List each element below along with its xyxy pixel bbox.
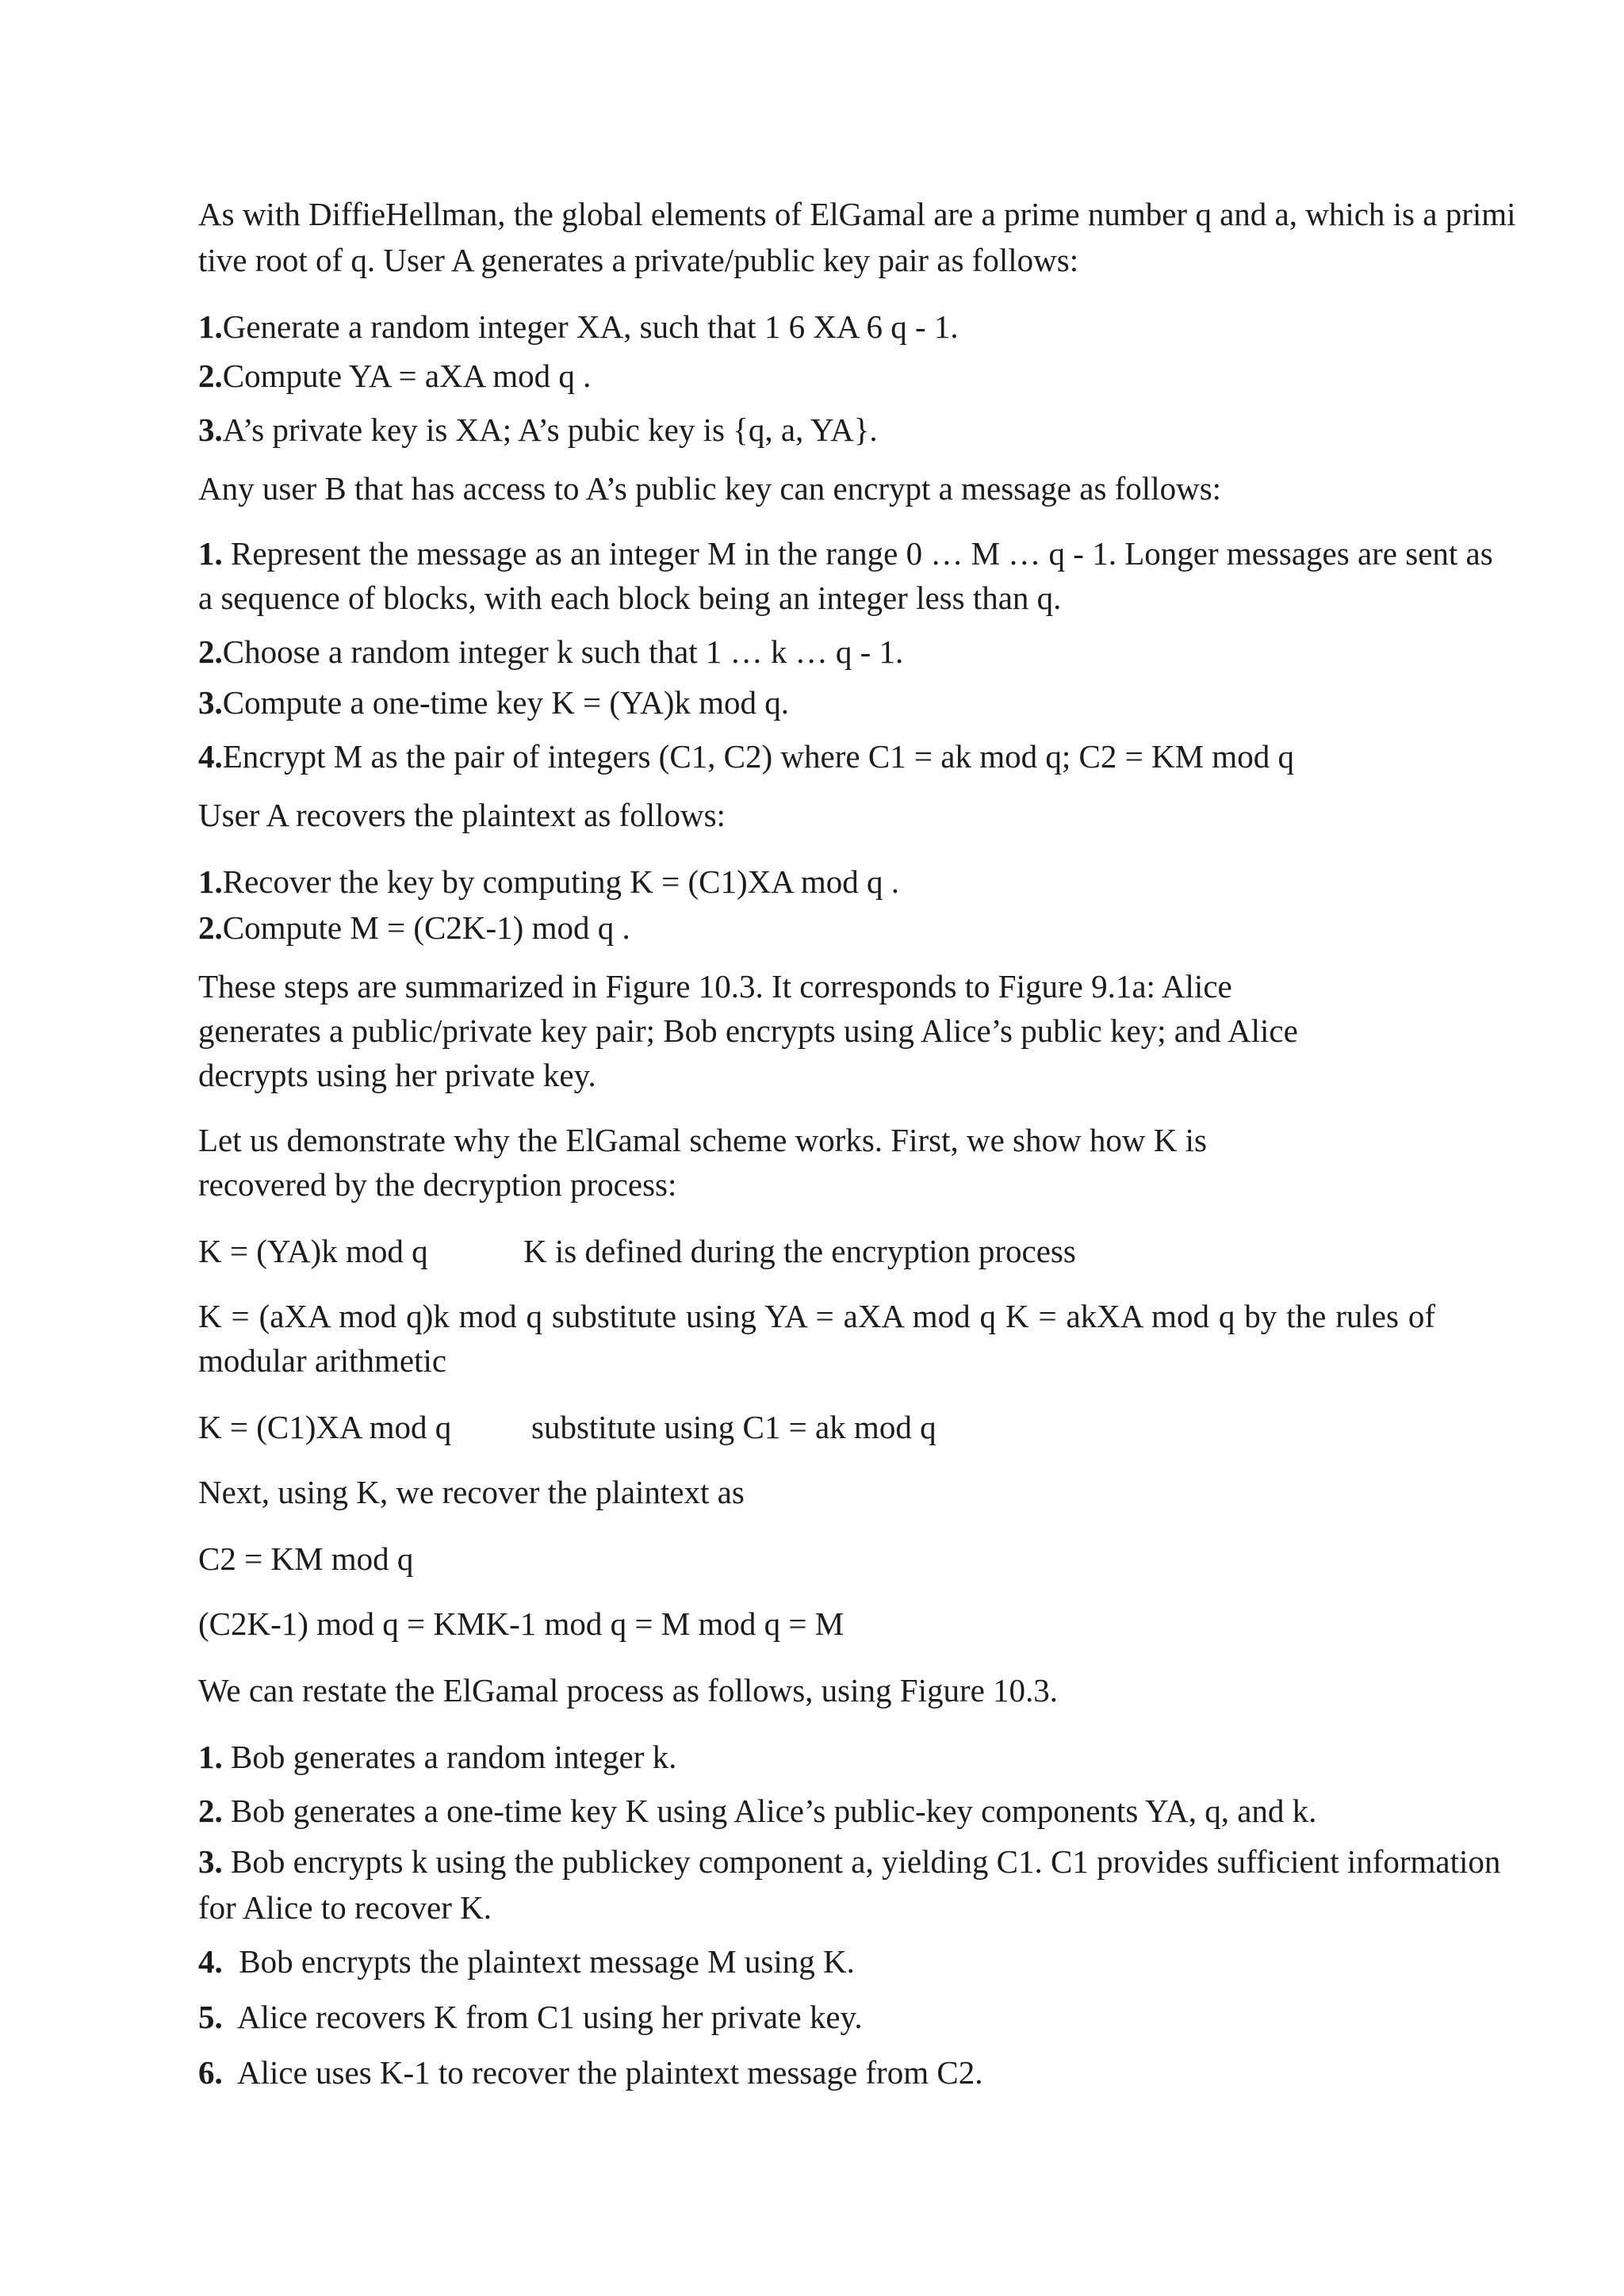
step-number: 3.	[198, 1843, 223, 1880]
step-text: Compute a one-time key K = (YA)k mod q.	[222, 684, 790, 721]
encrypt-intro: Any user B that has access to A’s public key can encrypt a message as follows:	[198, 470, 1222, 507]
decrypt-intro: User A recovers the plaintext as follows:	[198, 797, 726, 833]
summary-line-2: generates a public/private key pair; Bob encrypts using Alice’s public key; and Alice	[198, 1012, 1298, 1049]
encrypt-step-1	[198, 533, 1493, 574]
step-text: Alice uses K-1 to recover the plaintext message from C2.	[237, 2054, 983, 2091]
step-text: Bob generates a one-time key K using Alice’s public-key components YA, q, and k.	[231, 1793, 1317, 1829]
step-number: 5.	[198, 1999, 223, 2035]
derivation-eq-1	[198, 1230, 1435, 1272]
encrypt-step-1-cont: a sequence of blocks, with each block being an integer less than q.	[198, 580, 1062, 616]
equation-c2: C2 = KM mod q	[198, 1540, 414, 1577]
restate-step-3-cont: for Alice to recover K.	[198, 1889, 492, 1926]
demo-line-2: recovered by the decryption process:	[198, 1166, 677, 1203]
step-number: 1.	[198, 535, 223, 572]
step-number: 2.	[198, 909, 223, 946]
step-number: 4.	[198, 738, 223, 775]
step-text: Bob encrypts the plaintext message M using K.	[239, 1943, 855, 1980]
equation-note: K is defined during the encryption process	[523, 1233, 1076, 1269]
keygen-step-3	[198, 409, 1435, 450]
equation-note: substitute using C1 = ak mod q	[531, 1409, 936, 1445]
decrypt-step-1	[198, 861, 1435, 902]
derivation-eq-2-cont: modular arithmetic	[198, 1342, 447, 1379]
keygen-step-1	[198, 306, 1435, 347]
equation: K = (YA)k mod q	[198, 1233, 428, 1269]
step-number: 2.	[198, 1793, 223, 1829]
restate-step-1	[198, 1736, 1435, 1777]
decrypt-step-2	[198, 907, 1435, 948]
intro-line-2: tive root of q. User A generates a private/public key pair as follows:	[198, 242, 1079, 278]
step-number: 1.	[198, 863, 223, 900]
derivation-eq-2: K = (aXA mod q)k mod q substitute using YA = aXA mod q K = akXA mod q by the rules of	[198, 1298, 1435, 1334]
demo-line-1: Let us demonstrate why the ElGamal scheme works. First, we show how K is	[198, 1122, 1207, 1158]
restate-step-3	[198, 1841, 1501, 1882]
step-text: Compute M = (C2K-1) mod q .	[222, 909, 630, 946]
step-number: 6.	[198, 2054, 223, 2091]
equation-m: (C2K-1) mod q = KMK-1 mod q = M mod q = M	[198, 1605, 845, 1642]
encrypt-step-3	[198, 682, 1435, 723]
restate-step-6	[198, 2052, 1435, 2093]
step-text: Represent the message as an integer M in the range 0 … M … q - 1. Longer messages are sent as	[231, 535, 1493, 572]
restate-intro: We can restate the ElGamal process as follows, using Figure 10.3.	[198, 1672, 1059, 1709]
encrypt-step-4	[198, 736, 1435, 777]
step-text: Compute YA = aXA mod q .	[222, 358, 592, 394]
step-number: 1.	[198, 308, 223, 345]
intro-line-1: As with DiffieHellman, the global elements of ElGamal are a prime number q and a, which is a primi	[198, 196, 1516, 232]
step-text: Recover the key by computing K = (C1)XA mod q .	[222, 863, 899, 900]
step-number: 3.	[198, 411, 223, 448]
step-text: Alice recovers K from C1 using her private key.	[237, 1999, 863, 2035]
step-number: 1.	[198, 1739, 223, 1775]
derivation-eq-3	[198, 1406, 1435, 1448]
step-number: 2.	[198, 358, 223, 394]
step-text: Choose a random integer k such that 1 … k … q - 1.	[222, 633, 904, 670]
step-text: Bob encrypts k using the publickey component a, yielding C1. C1 provides sufficient information	[231, 1843, 1501, 1880]
step-text: A’s private key is XA; A’s pubic key is {q, a, YA}.	[222, 411, 878, 448]
summary-line-1: These steps are summarized in Figure 10.3. It corresponds to Figure 9.1a: Alice	[198, 968, 1232, 1004]
next-line: Next, using K, we recover the plaintext as	[198, 1474, 745, 1510]
step-text: Generate a random integer XA, such that 1 6 XA 6 q - 1.	[222, 308, 959, 345]
restate-step-4	[198, 1941, 1435, 1982]
restate-step-2	[198, 1790, 1435, 1831]
restate-step-5	[198, 1996, 1435, 2038]
equation: K = (C1)XA mod q	[198, 1409, 452, 1445]
step-text: Encrypt M as the pair of integers (C1, C2) where C1 = ak mod q; C2 = KM mod q	[222, 738, 1294, 775]
summary-line-3: decrypts using her private key.	[198, 1057, 596, 1093]
step-number: 3.	[198, 684, 223, 721]
keygen-step-2	[198, 355, 1435, 396]
step-number: 2.	[198, 633, 223, 670]
step-text: Bob generates a random integer k.	[231, 1739, 677, 1775]
encrypt-step-2	[198, 631, 1435, 672]
step-number: 4.	[198, 1943, 223, 1980]
